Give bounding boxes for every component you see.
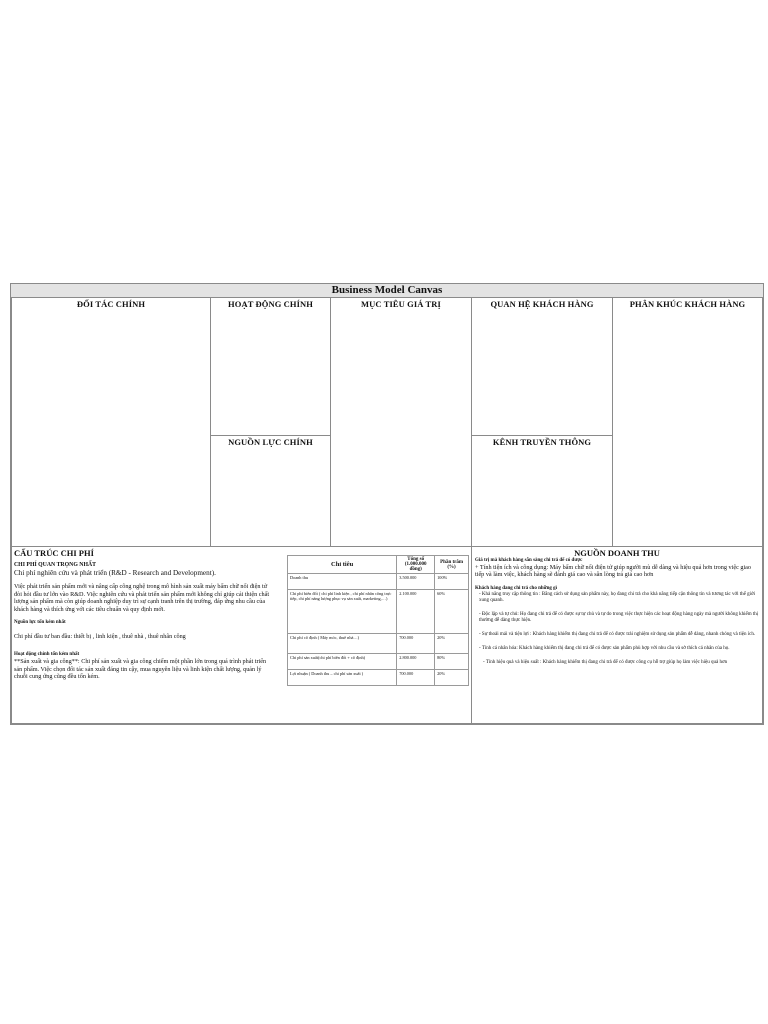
table-header: Tổng số (1.000.000 đồng) [397, 556, 435, 574]
channels-heading: KÊNH TRUYỀN THÔNG [492, 437, 592, 447]
table-header-row [288, 556, 469, 574]
revenue-item: - Sự thoải mái và tiện lợi : Khách hàng khiếm thị đang chi trả để có được trải nghiệm sử dụng sản phẩm dễ dàng, nhanh chóng và tiện ích. [479, 631, 756, 637]
customer-relationships-heading: QUAN HỆ KHÁCH HÀNG [490, 299, 594, 309]
revenue-item: - Tính hiệu quả và hiệu suất : Khách hàng khiếm thị đang chi trả để có được công cụ hỗ trợ giúp họ làm việc hiệu quả hơn [483, 659, 728, 665]
revenue-value-heading: Giá trị mà khách hàng sẵn sàng chi trả để có được [475, 558, 583, 563]
revenue-value-text: + Tính tiện ích và công dụng: Máy bấm chữ nổi điện tử giúp người mù dễ dàng và hiệu quả hơn trong việc giao tiếp và làm việc, khách hàng sẽ đánh giá cao và sẵn lòng trả giá cao hơn [475, 564, 752, 579]
cost-rd-detail: Việc phát triển sản phẩm mới và nâng cấp công nghệ trong mô hình sản xuất máy bấm chữ nổi điện tử đòi hỏi đầu tư lớn vào R&D. Việc nghiên cứu và phát triển sản phẩm mới không chỉ giúp cải thiện chất lượng sản phẩm mà còn giúp doanh nghiệp duy trì sự cạnh tranh trên thị trường, đáp ứng nhu cầu của khách hàng và thích ứng với các tiêu chuẩn và quy định mới. [14, 583, 270, 613]
table-cell: 3.500.000 [397, 574, 435, 590]
cost-important-heading: CHI PHÍ QUAN TRỌNG NHẤT [14, 562, 97, 568]
table-cell: 100% [435, 574, 469, 590]
table-cell: 20% [435, 670, 469, 686]
table-row [288, 590, 469, 634]
key-resources-heading: NGUỒN LỰC CHÍNH [228, 437, 313, 447]
table-row [288, 654, 469, 670]
revenue-item: - Độc lập và tự chủ: Họ đang chi trả để có được sự tự chủ và tự do trong việc thực hiện các hoạt động hàng ngày mà người không khiếm thị thường dễ dàng thực hiện. [479, 611, 759, 623]
cost-initial-investment: Chi phí đầu tư ban đầu: thiết bị , linh kiện , thuê nhà , thuê nhân công [14, 633, 186, 641]
value-propositions-heading: MỤC TIÊU GIÁ TRỊ [361, 299, 441, 309]
table-cell: 60% [435, 590, 469, 634]
customer-segments-block [612, 297, 763, 547]
table-header: Phần trăm (%) [435, 556, 469, 574]
table-cell: Chi phí biến đổi ( chi phí linh kiện , chi phí nhân công trực tiếp, chi phí năng lượng phục vụ sản xuất, marketing,…) [288, 590, 397, 634]
key-partners-block [11, 297, 211, 547]
table-cell: 20% [435, 634, 469, 654]
table-cell: 700.000 [397, 670, 435, 686]
table-row [288, 574, 469, 590]
key-partners-heading: ĐỐI TÁC CHÍNH [76, 299, 146, 309]
revenue-paying-heading: Khách hàng đang chi trả cho những gì [475, 585, 558, 591]
cost-production-text: **Sản xuất và gia công**: Chi phí sản xuất và gia công chiếm một phần lớn trong quá trình phát triển sản phẩm. Việc chọn đối tác sản xuất đáng tin cậy, mua nguyên liệu và linh kiện chất lượng, quản lý chuỗi cung ứng cũng đều tốn kém. [14, 658, 267, 681]
table-cell: 700.000 [397, 634, 435, 654]
cost-table [287, 555, 469, 686]
table-cell: 80% [435, 654, 469, 670]
business-model-canvas [10, 283, 764, 725]
table-row [288, 670, 469, 686]
revenue-streams-block [471, 546, 763, 724]
cost-resources-heading: Nguồn lực tốn kém nhất [14, 620, 66, 626]
table-cell: 2.800.000 [397, 654, 435, 670]
table-cell: Chi phí sản xuất(chi phí biến đổi + cố định) [288, 654, 397, 670]
canvas-title: Business Model Canvas [11, 284, 763, 298]
cost-structure-heading: CẤU TRÚC CHI PHÍ [14, 548, 94, 558]
table-cell: Doanh thu [288, 574, 397, 590]
key-resources-block [210, 435, 331, 547]
key-activities-block [210, 297, 331, 436]
cost-activities-heading: Hoạt động chính tốn kém nhất [14, 652, 80, 658]
channels-block [471, 435, 613, 547]
table-cell: Lợi nhuận ( Doanh thu – chi phí sản xuất ) [288, 670, 397, 686]
table-cell: 2.100.000 [397, 590, 435, 634]
cost-rd-text: Chi phí nghiên cứu và phát triển (R&D - Research and Development). [14, 569, 216, 578]
revenue-streams-heading: NGUỒN DOANH THU [574, 548, 660, 558]
revenue-item: - Khả năng truy cập thông tin : Bằng cách sử dụng sản phẩm này, họ đang chi trả cho khả năng tiếp cận thông tin và tương tác với thế giới xung quanh. [479, 591, 756, 603]
table-header: Chỉ tiêu [288, 556, 397, 574]
customer-relationships-block [471, 297, 613, 436]
customer-segments-heading: PHÂN KHÚC KHÁCH HÀNG [629, 299, 746, 309]
revenue-item: - Tính cá nhân hóa: Khách hàng khiếm thị đang chi trả để có được sản phẩm phù hợp với nhu cầu và sở thích cá nhân của họ. [479, 645, 730, 651]
table-row [288, 634, 469, 654]
key-activities-heading: HOẠT ĐỘNG CHÍNH [228, 299, 313, 309]
table-cell: Chi phí cố định ( Máy móc, thuê nhà…) [288, 634, 397, 654]
value-propositions-block [330, 297, 472, 547]
